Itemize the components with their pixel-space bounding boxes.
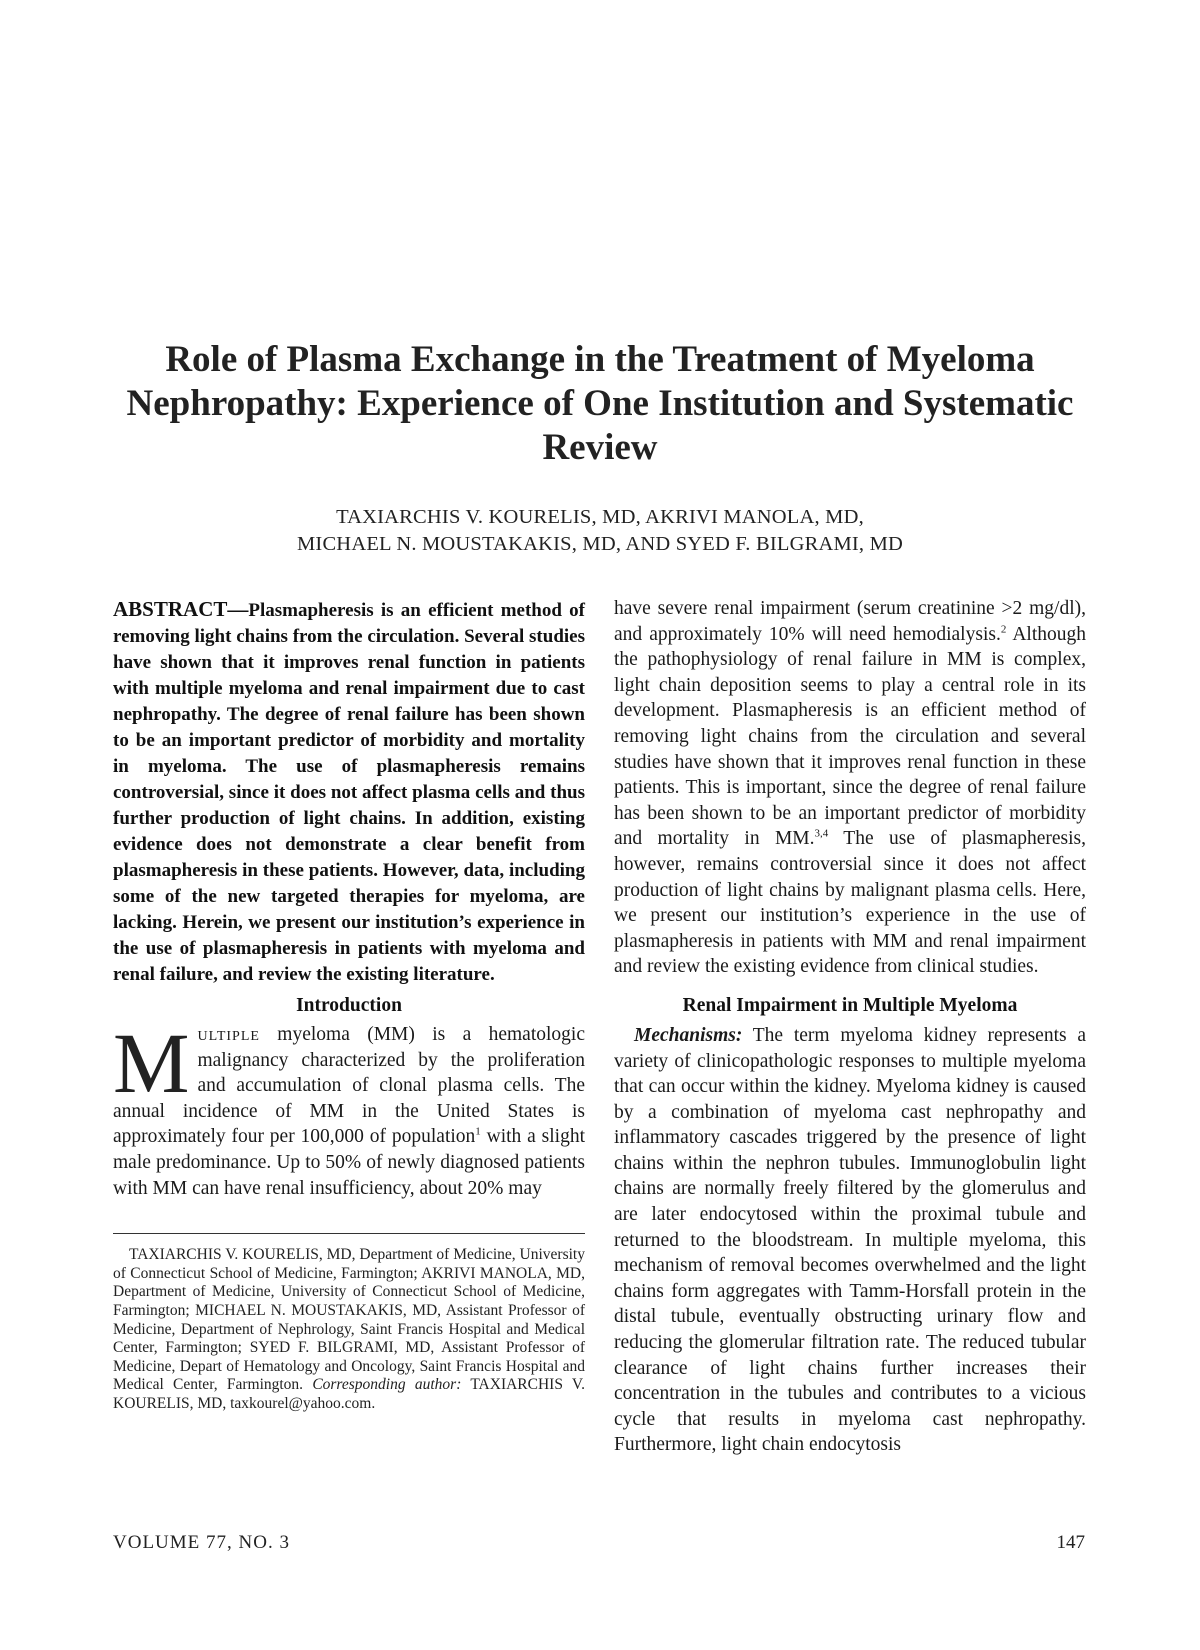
- right-column: [614, 596, 1086, 1458]
- author-line-1: TAXIARCHIS V. KOURELIS, MD, AKRIVI MANOLA, MD,: [336, 506, 864, 528]
- author-list: [120, 504, 1080, 558]
- para1-text-b: Although the pathophysiology of renal failure in MM is complex, light chain deposition seems to play a central role in its development. Plasmapheresis is an efficient method of removing light chains from the circulation and several studies have shown that it improves renal function in these patients. This is important, since the degree of renal failure has been shown to be an important predictor of morbidity and mortality in MM.: [614, 623, 1086, 850]
- abstract-text: Plasmapheresis is an efficient method of removing light chains from the circulation. Several studies have shown that it improves renal function in patients with multiple myeloma and renal impairment due to cast nephropathy. The degree of renal failure has been shown to be an important predictor of morbidity and mortality in myeloma. The use of plasmapheresis remains controversial, since it does not affect plasma cells and thus further production of light chains. In addition, existing evidence does not demonstrate a clear benefit from plasmapheresis in these patients. However, data, including some of the new targeted therapies for myeloma, are lacking. Herein, we present our institution’s experience in the use of plasmapheresis in patients with myeloma and renal failure, and review the existing literature.: [113, 600, 585, 985]
- intro-text-a: myeloma (MM) is a hematologic malignancy characterized by the proliferation and accumulation of clonal plasma cells. The annual incidence of MM in the United States is approximately four per 100,000 of population: [113, 1024, 585, 1148]
- introduction-paragraph: [113, 1015, 585, 1201]
- footnote-divider: [113, 1233, 585, 1234]
- corresponding-author: TAXIARCHIS V. KOURELIS, MD, taxkourel@yahoo.com.: [113, 1376, 585, 1412]
- intro-smallcaps-word: ultiple: [197, 1024, 260, 1045]
- abstract-label: ABSTRACT—: [113, 597, 249, 621]
- abstract: [113, 596, 585, 988]
- para1-text-c: The use of plasmapheresis, however, remains controversial since it does not affect production of light chains by malignant plasma cells. Here, we present our institution’s experience in the use of plasmapheresis in patients with MM and renal impairment and review the existing evidence from clinical studies.: [614, 828, 1086, 978]
- para1-text-a: have severe renal impairment (serum creatinine >2 mg/dl), and approximately 10% will need hemodialysis.: [614, 598, 1086, 645]
- article-title: Role of Plasma Exchange in the Treatment of Myeloma Nephropathy: Experience of One Institution and Systematic Review: [126, 339, 1074, 468]
- footnote-text: TAXIARCHIS V. KOURELIS, MD, Department of Medicine, University of Connecticut School of Medicine, Farmington; AKRIVI MANOLA, MD, Department of Medicine, University of Connecticut School of Medicine, Farmington; MICHAEL N. MOUSTAKAKIS, MD, Assistant Professor of Medicine, Department of Nephrology, Saint Francis Hospital and Medical Center, Farmington; SYED F. BILGRAMI, MD, Assistant Professor of Medicine, Depart of Hematology and Oncology, Saint Francis Hospital and Medical Center, Farmington.: [113, 1246, 585, 1394]
- intro-text-b: with a slight male predominance. Up to 50% of newly diagnosed patients with MM can have renal insufficiency, about 20% may: [113, 1126, 585, 1199]
- left-column: [113, 596, 585, 1414]
- journal-volume: VOLUME 77, NO. 3: [113, 1532, 290, 1553]
- renal-impairment-heading: Renal Impairment in Multiple Myeloma: [682, 994, 1018, 1016]
- right-paragraph-1: [614, 596, 1086, 980]
- page-number: 147: [1056, 1532, 1085, 1553]
- author-line-2: MICHAEL N. MOUSTAKAKIS, MD, AND SYED F. BILGRAMI, MD: [296, 533, 903, 555]
- author-affiliations-footnote: [113, 1246, 585, 1413]
- mechanisms-label: Mechanisms:: [634, 1024, 743, 1046]
- mechanisms-paragraph: [614, 1023, 1086, 1458]
- reference-1: 1: [475, 1125, 481, 1138]
- reference-3-4: 3,4: [814, 827, 829, 840]
- reference-2: 2: [1000, 623, 1007, 636]
- introduction-heading: Introduction: [296, 995, 402, 1016]
- drop-cap: M: [113, 1015, 190, 1111]
- mechanisms-text: The term myeloma kidney represents a variety of clinicopathologic responses to multiple myeloma that can occur within the kidney. Myeloma kidney is caused by a combination of myeloma cast nephropathy and inflammatory cascades triggered by the presence of light chains within the nephron tubules. Immunoglobulin light chains are normally freely filtered by the glomerulus and are later endocytosed within the proximal tubule and returned to the bloodstream. In multiple myeloma, this mechanism of removal becomes overwhelmed and the light chains form aggregates with Tamm-Horsfall protein in the distal tubule, eventually obstructing urinary flow and reducing the glomerular filtration rate. The reduced tubular clearance of light chains further increases their concentration in the tubules and contributes to a vicious cycle that results in myeloma cast nephropathy. Furthermore, light chain endocytosis: [614, 1024, 1086, 1456]
- corresponding-author-label: Corresponding author:: [312, 1376, 462, 1394]
